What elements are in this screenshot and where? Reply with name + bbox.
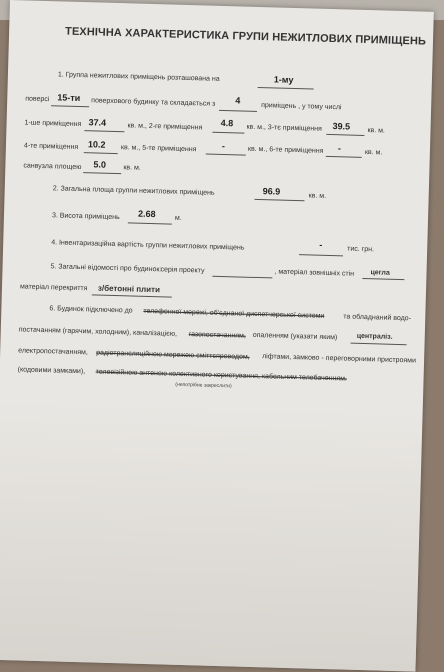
item6-heating-line	[351, 343, 407, 346]
item3-unit: м.	[174, 214, 182, 222]
room5-line	[206, 154, 246, 156]
bathroom-unit: кв. м.	[123, 164, 141, 172]
strike-note: (непотрібне закреслити)	[175, 381, 232, 390]
item6-line4-start: (кодовими замками),	[17, 366, 86, 376]
room1-label: 1-ше приміщення	[24, 119, 82, 129]
room6-unit: кв. м.	[364, 148, 383, 157]
item1-rooms-value: 4	[235, 95, 241, 106]
item1-text-location: 1. Группа нежитлових приміщень розташована на	[57, 71, 220, 83]
item3-line	[128, 222, 172, 224]
item2-unit: кв. м.	[308, 192, 327, 200]
item1-text-floor: поверсі	[25, 95, 50, 104]
item5-walls-value: цегла	[370, 269, 390, 277]
item5-text-walls: , матеріал зовнішніх стін	[274, 268, 355, 278]
room5-value: -	[221, 140, 226, 152]
item4-unit: тис. грн.	[347, 245, 375, 254]
room2-line	[212, 132, 244, 134]
item6-line1-start: 6. Будинок підключено до	[49, 305, 133, 315]
item5-text-floors: матеріал перекриття	[19, 283, 88, 293]
room3-line	[326, 134, 364, 136]
item1-text-including: приміщень , у тому числі	[261, 102, 342, 112]
item2-line	[255, 199, 305, 201]
room1-value: 37.4	[88, 117, 107, 128]
room4-label: 4-те приміщення	[23, 142, 79, 151]
page-shadow	[0, 400, 423, 672]
item5-floors-value: з/бетонні плити	[97, 283, 161, 295]
room5-label: кв. м., 5-те приміщення	[120, 144, 197, 154]
item3-label: 3. Висота приміщень	[51, 212, 120, 222]
room4-value: 10.2	[87, 139, 106, 150]
room3-unit: кв. м.	[367, 127, 386, 135]
item4-label: 4. Інвентаризаційна вартість группи нежитлових приміщень	[51, 239, 245, 252]
item4-line	[299, 254, 343, 256]
item1-text-building: поверхового будинку та складається з	[91, 97, 216, 108]
room3-label: кв. м., 3-тє приміщення	[246, 123, 322, 133]
item5-walls-line	[362, 278, 404, 280]
room6-value: -	[337, 143, 342, 154]
item5-floors-line	[92, 294, 172, 297]
item6-heating-value: централіз.	[356, 332, 393, 341]
item6-line1-end: та обладнаний водо-	[343, 313, 412, 323]
document-title: ТЕХНІЧНА ХАРАКТЕРИСТИКА ГРУПИ НЕЖИТЛОВИХ ПРИМІЩЕНЬ	[64, 25, 427, 48]
bathroom-line	[83, 172, 121, 174]
item1-floor-line	[258, 87, 314, 90]
room3-value: 39.5	[332, 121, 351, 132]
bathroom-value: 5.0	[93, 159, 107, 170]
item2-label: 2. Загальна площа группи нежитлових приміщень	[52, 185, 215, 197]
room1-line	[84, 130, 124, 132]
item1-rooms-line	[219, 110, 257, 112]
item1-storeys-line	[51, 105, 89, 107]
item6-line1-struck: телефонної мережі, об'єднаної диспетчерської системи	[143, 307, 325, 320]
item6-line4-struck: телевізійною антеною колективного користування, кабельним телебаченням.	[95, 368, 348, 383]
room2-value: 4.8	[220, 117, 234, 129]
item1-floor-value: 1-му	[273, 74, 294, 85]
room6-line	[326, 156, 362, 158]
item6-line2-end: опаленням (указати яким)	[252, 331, 338, 342]
item1-storeys-value: 15-ти	[57, 92, 81, 103]
item3-value: 2.68	[137, 208, 156, 220]
item4-value: -	[319, 239, 323, 250]
item5-text-info: 5. Загальні відомості про будинок:	[50, 263, 162, 274]
item2-value: 96.9	[262, 186, 281, 197]
room2-label: кв. м., 2-ге приміщення	[127, 122, 203, 132]
bathroom-label: санвузла площею	[23, 162, 82, 172]
item6-line2-start: постачанням (гарячим, холодним), каналізацією,	[18, 326, 178, 338]
item5-text-series: серія проекту	[160, 266, 205, 275]
item6-line3-struck: радіотрансляційною мережею сміттєпроводом,	[96, 349, 250, 361]
item6-line2-struck: газопостачанням,	[188, 331, 246, 340]
room4-line	[84, 152, 118, 154]
room6-label: кв. м., 6-те приміщення	[247, 145, 324, 155]
item6-line3-end: ліфтами, замково - переговорними пристроями	[262, 353, 416, 365]
item6-line3-start: електропостачанням,	[18, 347, 88, 357]
item5-series-line	[212, 276, 272, 279]
